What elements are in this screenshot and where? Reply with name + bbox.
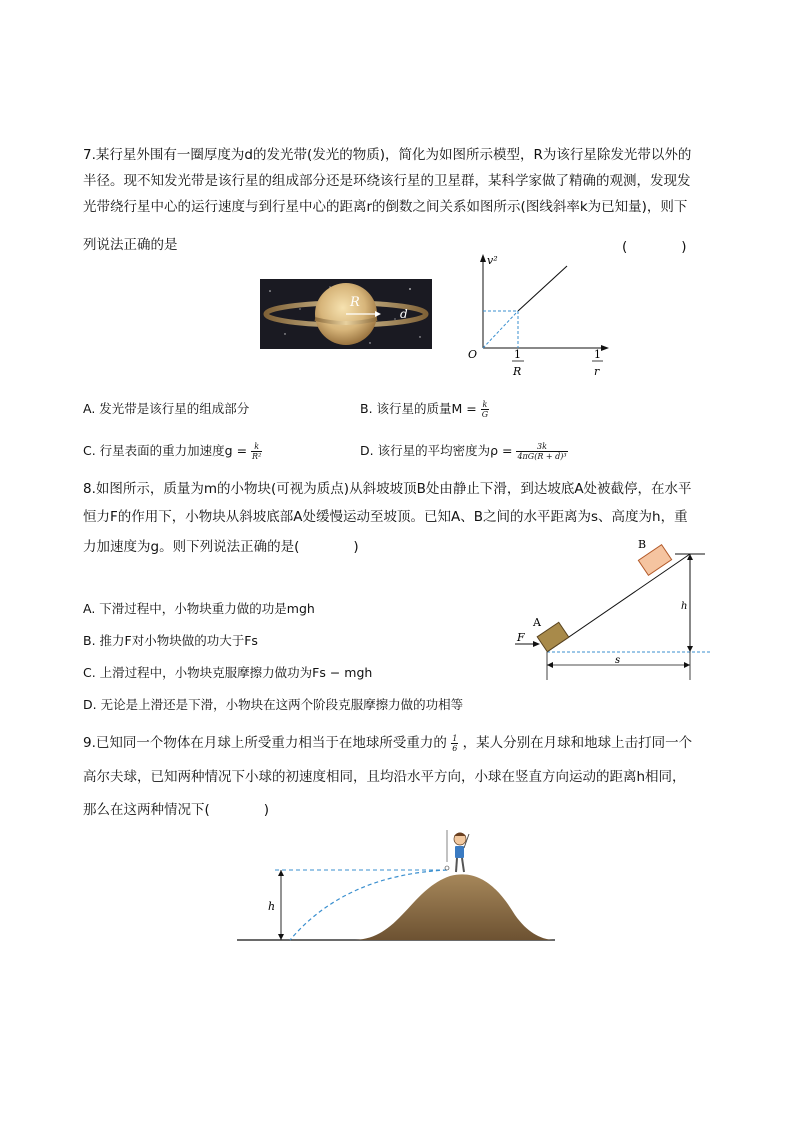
- q7-line-2: 半径。现不知发光带是该行星的组成部分还是环绕该行星的卫星群，某科学家做了精确的观测，发现发: [83, 173, 691, 189]
- block-a-label: A: [533, 616, 541, 629]
- radius-label: R: [350, 295, 360, 310]
- q9-fraction: $\frac{1}{6}$: [452, 733, 458, 753]
- q7-option-c[interactable]: C. 行星表面的重力加速度g = $\frac{k}{\text{R²}}$: [83, 442, 262, 461]
- graph-extension-dashed: [483, 311, 518, 348]
- x-axis-label-numerator: 1: [594, 348, 601, 361]
- block-a: [537, 622, 569, 651]
- q7-option-d-fraction: $\frac{3k}{\text{4πG(R + d)³}}$: [517, 442, 567, 461]
- q7-line-1: 7.某行星外围有一圈厚度为d的发光带(发光的物质)，简化为如图所示模型，R为该行星除发光带以外的: [83, 147, 692, 163]
- q7-option-c-fraction: $\frac{k}{\text{R²}}$: [252, 442, 262, 461]
- q8-option-a[interactable]: A. 下滑过程中，小物块重力做的功是mgh: [83, 601, 315, 616]
- q7-option-d[interactable]: D. 该行星的平均密度为ρ = $\frac{3k}{\text{4πG(R + d)³}}$: [360, 442, 567, 461]
- q8-line-2: 恒力F的作用下，小物块从斜坡底部A处缓慢运动至坡顶。已知A、B之间的水平距离为s、高度为h，重: [83, 509, 688, 525]
- height-label: h: [681, 601, 688, 612]
- q8-line-3: 力加速度为g。则下列说法正确的是( ): [83, 539, 359, 555]
- height-label: h: [268, 900, 276, 913]
- q8-option-d[interactable]: D. 无论是上滑还是下滑，小物块在这两个阶段克服摩擦力做的功相等: [83, 697, 464, 712]
- golfer: [445, 830, 469, 872]
- distance-label: s: [615, 655, 621, 666]
- q9-line-1: 9.已知同一个物体在月球上所受重力相当于在地球所受重力的 $\frac{1}{6}$ ，某人分别在月球和地球上击打同一个: [83, 733, 693, 753]
- tick-denominator: R: [513, 365, 522, 378]
- velocity-graph: [455, 250, 615, 385]
- planet-figure: [260, 279, 432, 349]
- q8-option-b[interactable]: B. 推力F对小物块做的功大于Fs: [83, 633, 258, 648]
- q7-line-4: 列说法正确的是: [83, 237, 178, 253]
- incline-figure: [505, 530, 715, 685]
- q7-line-3: 光带绕行星中心的运行速度与到行星中心的距离r的倒数之间关系如图所示(图线斜率k为已知量)，则下: [83, 199, 688, 215]
- q9-line-2: 高尔夫球，已知两种情况下小球的初速度相同，且均沿水平方向，小球在竖直方向运动的距离h相同，: [83, 769, 686, 785]
- origin-label: O: [468, 348, 478, 361]
- golf-figure: [235, 820, 560, 948]
- graph-line: [518, 266, 567, 311]
- hill: [355, 874, 553, 940]
- q7-option-a[interactable]: A. 发光带是该行星的组成部分: [83, 401, 250, 416]
- q7-option-b[interactable]: B. 该行星的质量M = $\frac{k}{G}$: [360, 400, 489, 419]
- q7-answer-paren: ( ): [622, 239, 687, 255]
- x-axis-label-denominator: r: [594, 365, 600, 378]
- q8-line-1: 8.如图所示，质量为m的小物块(可视为质点)从斜坡坡顶B处由静止下滑，到达坡底A处被截停，在水平: [83, 481, 692, 497]
- q8-option-c[interactable]: C. 上滑过程中，小物块克服摩擦力做功为Fs − mgh: [83, 665, 373, 680]
- q7-option-b-fraction: $\frac{k}{G}$: [481, 400, 489, 419]
- y-axis-label: v²: [487, 254, 498, 267]
- tick-numerator: 1: [514, 348, 521, 361]
- force-label: F: [517, 631, 525, 644]
- block-b-label: B: [638, 538, 647, 551]
- thickness-label: d: [400, 307, 408, 321]
- q9-line-3: 那么在这两种情况下( ): [83, 802, 270, 818]
